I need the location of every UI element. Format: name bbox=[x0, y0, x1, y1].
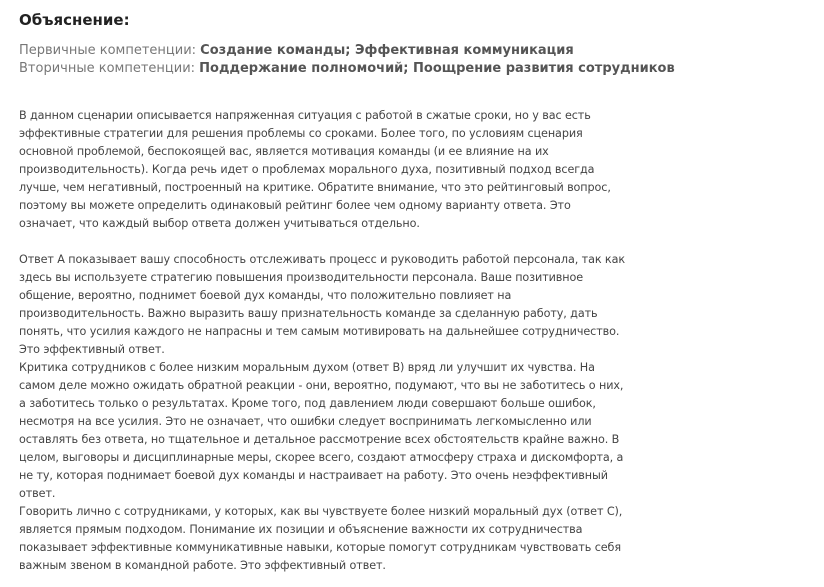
explanation-paragraph-answer-a: Ответ A показывает вашу способность отслеживать процесс и руководить работой персонала, так как здесь вы используете стратегию повышения производительности персонала. Ваше позитивное общение, вероятно, поднимет боевой дух команды, что положительно повлияет на производительность. Важно выразить вашу признательность команде за сделанную работу, дать понять, что усилия каждого не напрасны и тем самым мотивировать на дальнейшее сотрудничество. Это эффективный ответ. bbox=[19, 253, 626, 356]
secondary-competencies-line bbox=[19, 60, 675, 78]
secondary-competencies-label: Вторичные компетенции: bbox=[19, 61, 196, 76]
primary-competencies-label: Первичные компетенции: bbox=[19, 43, 197, 58]
secondary-competencies-value: Поддержание полномочий; Поощрение развития сотрудников bbox=[199, 61, 675, 76]
explanation-title: Объяснение: bbox=[19, 11, 130, 29]
explanation-paragraph-answer-c: Говорить лично с сотрудниками, у которых, как вы чувствуете более низкий моральный дух (ответ C), является прямым подходом. Понимание их позиции и объяснение важности их сотрудничества показывает эффективные коммуникативные навыки, которые помогут сотрудникам чувствовать себя важным звеном в командной работе. Это эффективный ответ. bbox=[19, 505, 623, 572]
primary-competencies-line bbox=[19, 42, 675, 60]
explanation-paragraph-answer-b: Критика сотрудников с более низким моральным духом (ответ B) вряд ли улучшит их чувства. На самом деле можно ожидать обратной реакции - они, вероятно, подумают, что вы не заботитесь о них, а заботитесь только о результатах. Кроме того, под давлением люди совершают больше ошибок, несмотря на все усилия. Это не означает, что ошибки следует воспринимать легкомысленно или оставлять без ответа, но тщательное и детальное рассмотрение всех обстоятельств крайне важно. В целом, выговоры и дисциплинарные меры, скорее всего, создают атмосферу страха и дискомфорта, а не ту, которая поднимает боевой дух команды и настраивает на работу. Это очень неэффективный ответ. bbox=[19, 361, 624, 500]
primary-competencies-value: Создание команды; Эффективная коммуникация bbox=[200, 43, 574, 58]
explanation-paragraph-intro: В данном сценарии описывается напряженная ситуация с работой в сжатые сроки, но у вас есть эффективные стратегии для решения проблемы со сроками. Более того, по условиям сценария основной проблемой, беспокоящей вас, является мотивация команды (и ее влияние на их производительность). Когда речь идет о проблемах морального духа, позитивный подход всегда лучше, чем негативный, построенный на критике. Обратите внимание, что это рейтинговый вопрос, поэтому вы можете определить одинаковый рейтинг более чем одному варианту ответа. Это означает, что каждый выбор ответа должен учитываться отдельно. bbox=[19, 109, 611, 230]
competencies-block bbox=[19, 42, 675, 78]
